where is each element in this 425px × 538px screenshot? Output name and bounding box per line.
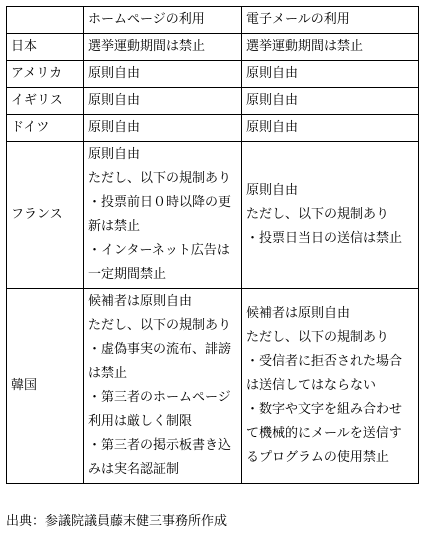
email-cell [242, 115, 419, 142]
cell-line: ・虚偽事実の流布、誹謗は禁止 [88, 342, 232, 381]
table-header-row [7, 7, 419, 34]
country-cell: イギリス [7, 88, 84, 115]
cell-line: 原則自由 [88, 66, 141, 81]
table-row [7, 289, 419, 484]
cell-line: 選挙運動期間は禁止 [246, 39, 364, 54]
cell-line: 候補者は原則自由 [88, 294, 193, 309]
header-cell-empty [7, 7, 84, 34]
country-cell: アメリカ [7, 61, 84, 88]
cell-line: 選挙運動期間は禁止 [88, 39, 206, 54]
table-row [7, 142, 419, 289]
cell-line: 原則自由 [246, 93, 299, 108]
homepage-cell [84, 34, 242, 61]
cell-line: ただし、以下の規制あり [88, 171, 232, 186]
country-cell: 韓国 [7, 289, 84, 484]
homepage-cell [84, 115, 242, 142]
email-cell [242, 142, 419, 289]
country-cell: 日本 [7, 34, 84, 61]
cell-line: ・投票日当日の送信は禁止 [246, 231, 403, 246]
cell-line: ・投票前日０時以降の更新は禁止 [88, 195, 232, 234]
homepage-cell [84, 142, 242, 289]
cell-line: 原則自由 [246, 183, 299, 198]
cell-line: 原則自由 [88, 120, 141, 135]
cell-line: ・インターネット広告は一定期間禁止 [88, 243, 230, 282]
cell-line: ただし、以下の規制あり [88, 318, 232, 333]
homepage-cell [84, 88, 242, 115]
cell-line: ・第三者の掲示板書き込みは実名認証制 [88, 438, 232, 477]
email-cell [242, 34, 419, 61]
cell-line: ・数字や文字を組み合わせて機械的にメールを送信するプログラムの使用禁止 [246, 402, 403, 465]
cell-line: 候補者は原則自由 [246, 306, 351, 321]
country-cell: ドイツ [7, 115, 84, 142]
homepage-cell [84, 289, 242, 484]
source-caption: 出典：参議院議員藤末健三事務所作成 [6, 514, 228, 529]
table-row [7, 61, 419, 88]
regulation-table [6, 6, 419, 484]
table-row [7, 34, 419, 61]
cell-line: 原則自由 [88, 93, 141, 108]
table-row [7, 115, 419, 142]
country-cell: フランス [7, 142, 84, 289]
homepage-cell [84, 61, 242, 88]
cell-line: 原則自由 [246, 66, 299, 81]
cell-line: ただし、以下の規制あり [246, 330, 390, 345]
header-cell-email: 電子メールの利用 [242, 7, 419, 34]
email-cell [242, 289, 419, 484]
cell-line: ただし、以下の規制あり [246, 207, 390, 222]
cell-line: 原則自由 [88, 147, 141, 162]
cell-line: ・第三者のホームページ利用は厳しく制限 [88, 390, 231, 429]
email-cell [242, 61, 419, 88]
header-cell-homepage: ホームページの利用 [84, 7, 242, 34]
cell-line: 原則自由 [246, 120, 299, 135]
email-cell [242, 88, 419, 115]
table-row [7, 88, 419, 115]
cell-line: ・受信者に拒否された場合は送信してはならない [246, 354, 403, 393]
